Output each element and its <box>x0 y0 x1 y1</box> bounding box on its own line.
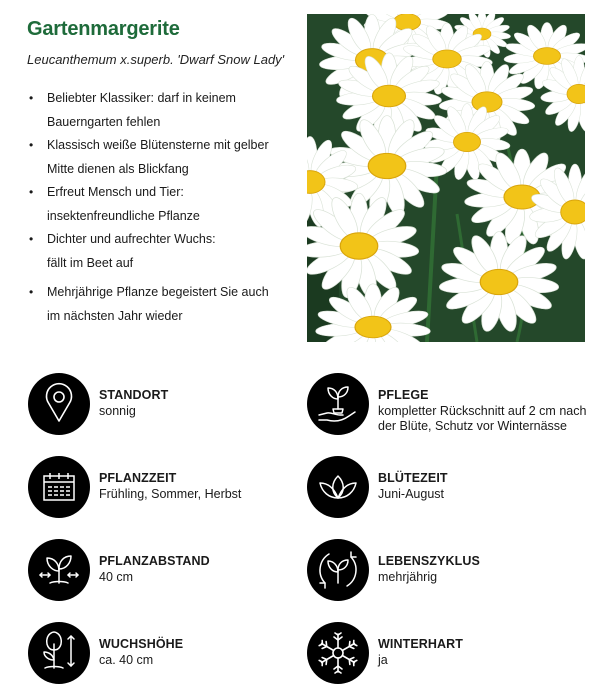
property-standort <box>28 373 309 435</box>
feature-line: Bauerngarten fehlen <box>47 114 161 129</box>
product-title: Gartenmargerite <box>27 18 180 40</box>
plant-height-icon <box>28 622 90 684</box>
location-pin-icon <box>28 373 90 435</box>
feature-line: im nächsten Jahr wieder <box>47 308 183 323</box>
snowflake-icon <box>307 622 369 684</box>
property-value: 40 cm <box>99 569 134 584</box>
life-cycle-icon <box>307 539 369 601</box>
property-label: PFLANZABSTAND <box>99 554 210 568</box>
property-pflege <box>307 373 588 435</box>
feature-line: Beliebter Klassiker: darf in keinem <box>47 91 236 105</box>
feature-line: Dichter und aufrechter Wuchs: <box>47 232 216 246</box>
bullet-icon: • <box>29 232 34 246</box>
property-label: WUCHSHÖHE <box>99 637 184 651</box>
property-winterhart <box>307 622 588 684</box>
property-pflanzabstand <box>28 539 309 601</box>
property-pflanzzeit <box>28 456 309 518</box>
property-label: STANDORT <box>99 388 169 402</box>
property-label: BLÜTEZEIT <box>378 471 448 485</box>
property-value: mehrjährig <box>378 569 438 584</box>
property-bluetezeit <box>307 456 588 518</box>
plant-hand-icon <box>307 373 369 435</box>
lotus-flower-icon <box>307 456 369 518</box>
feature-line: Klassisch weiße Blütensterne mit gelber <box>47 138 269 152</box>
feature-line: Mitte dienen als Blickfang <box>47 161 189 176</box>
calendar-icon <box>28 456 90 518</box>
property-label: LEBENSZYKLUS <box>378 554 480 568</box>
feature-line: fällt im Beet auf <box>47 255 134 270</box>
property-value: kompletter Rückschnitt auf 2 cm nach der Blüte, Schutz vor Winternässe <box>378 403 587 433</box>
property-label: PFLEGE <box>378 388 429 402</box>
property-lebenszyklus <box>307 539 588 601</box>
bullet-icon: • <box>29 285 34 299</box>
property-value: ja <box>378 652 388 667</box>
bullet-icon: • <box>29 138 34 152</box>
bullet-icon: • <box>29 91 34 105</box>
property-value: Frühling, Sommer, Herbst <box>99 486 242 501</box>
property-label: WINTERHART <box>378 637 464 651</box>
property-wuchshoehe <box>28 622 309 684</box>
feature-line: Erfreut Mensch und Tier: <box>47 185 184 199</box>
property-label: PFLANZZEIT <box>99 471 177 485</box>
property-value: ca. 40 cm <box>99 652 154 667</box>
property-value: sonnig <box>99 403 136 418</box>
plant-spacing-icon <box>28 539 90 601</box>
bullet-icon: • <box>29 185 34 199</box>
property-value: Juni-August <box>378 486 445 501</box>
botanical-name: Leucanthemum x.superb. 'Dwarf Snow Lady' <box>27 52 285 67</box>
feature-line: Mehrjährige Pflanze begeistert Sie auch <box>47 285 269 299</box>
feature-line: insektenfreundliche Pflanze <box>47 208 200 223</box>
